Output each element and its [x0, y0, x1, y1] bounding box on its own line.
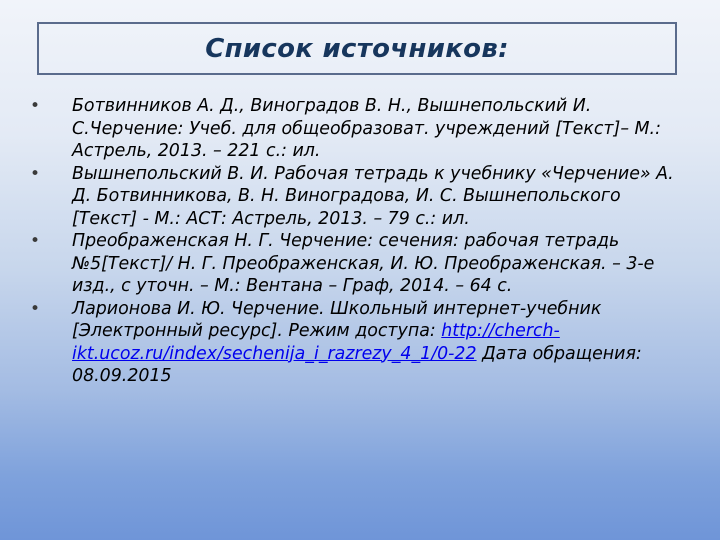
title-box	[37, 22, 677, 75]
source-item	[30, 163, 690, 231]
source-item	[30, 298, 690, 388]
bullet-icon: •	[30, 96, 41, 116]
source-list	[30, 95, 690, 388]
source-link[interactable]: http://cherch-ikt.ucoz.ru/index/sechenija_i_razrezy_4_1/0-22	[72, 321, 560, 364]
slide-title: Список источников:	[205, 33, 509, 64]
source-item	[30, 230, 690, 298]
source-text: Ботвинников А. Д., Виноградов В. Н., Вышнепольский И. С.Черчение: Учеб. для общеобразоват. учреждений [Текст]– М.: Астрель, 2013. – 221 с.: ил.	[72, 96, 661, 161]
bullet-icon: •	[30, 163, 41, 184]
bullet-icon: •	[30, 298, 41, 319]
source-text: Вышнепольский В. И. Рабочая тетрадь к учебнику «Черчение» А. Д. Ботвинникова, В. Н. Виноградова, И. С. Вышнепольского [Текст] - М.: АСТ: Астрель, 2013. – 79 с.: ил.	[72, 163, 674, 229]
bullet-icon: •	[30, 231, 41, 251]
source-text: Преображенская Н. Г. Черчение: сечения: рабочая тетрадь №5[Текст]/ Н. Г. Преображенская, И. Ю. Преображенская. – 3-е изд., с уточн. – М.: Вентана – Граф, 2014. – 64 с.	[72, 231, 655, 296]
access-date: Дата обращения: 08.09.2015	[72, 343, 642, 386]
source-text: Ларионова И. Ю. Черчение. Школьный интернет-учебник [Электронный ресурс]. Режим доступа:	[72, 298, 602, 341]
source-item	[30, 95, 690, 163]
